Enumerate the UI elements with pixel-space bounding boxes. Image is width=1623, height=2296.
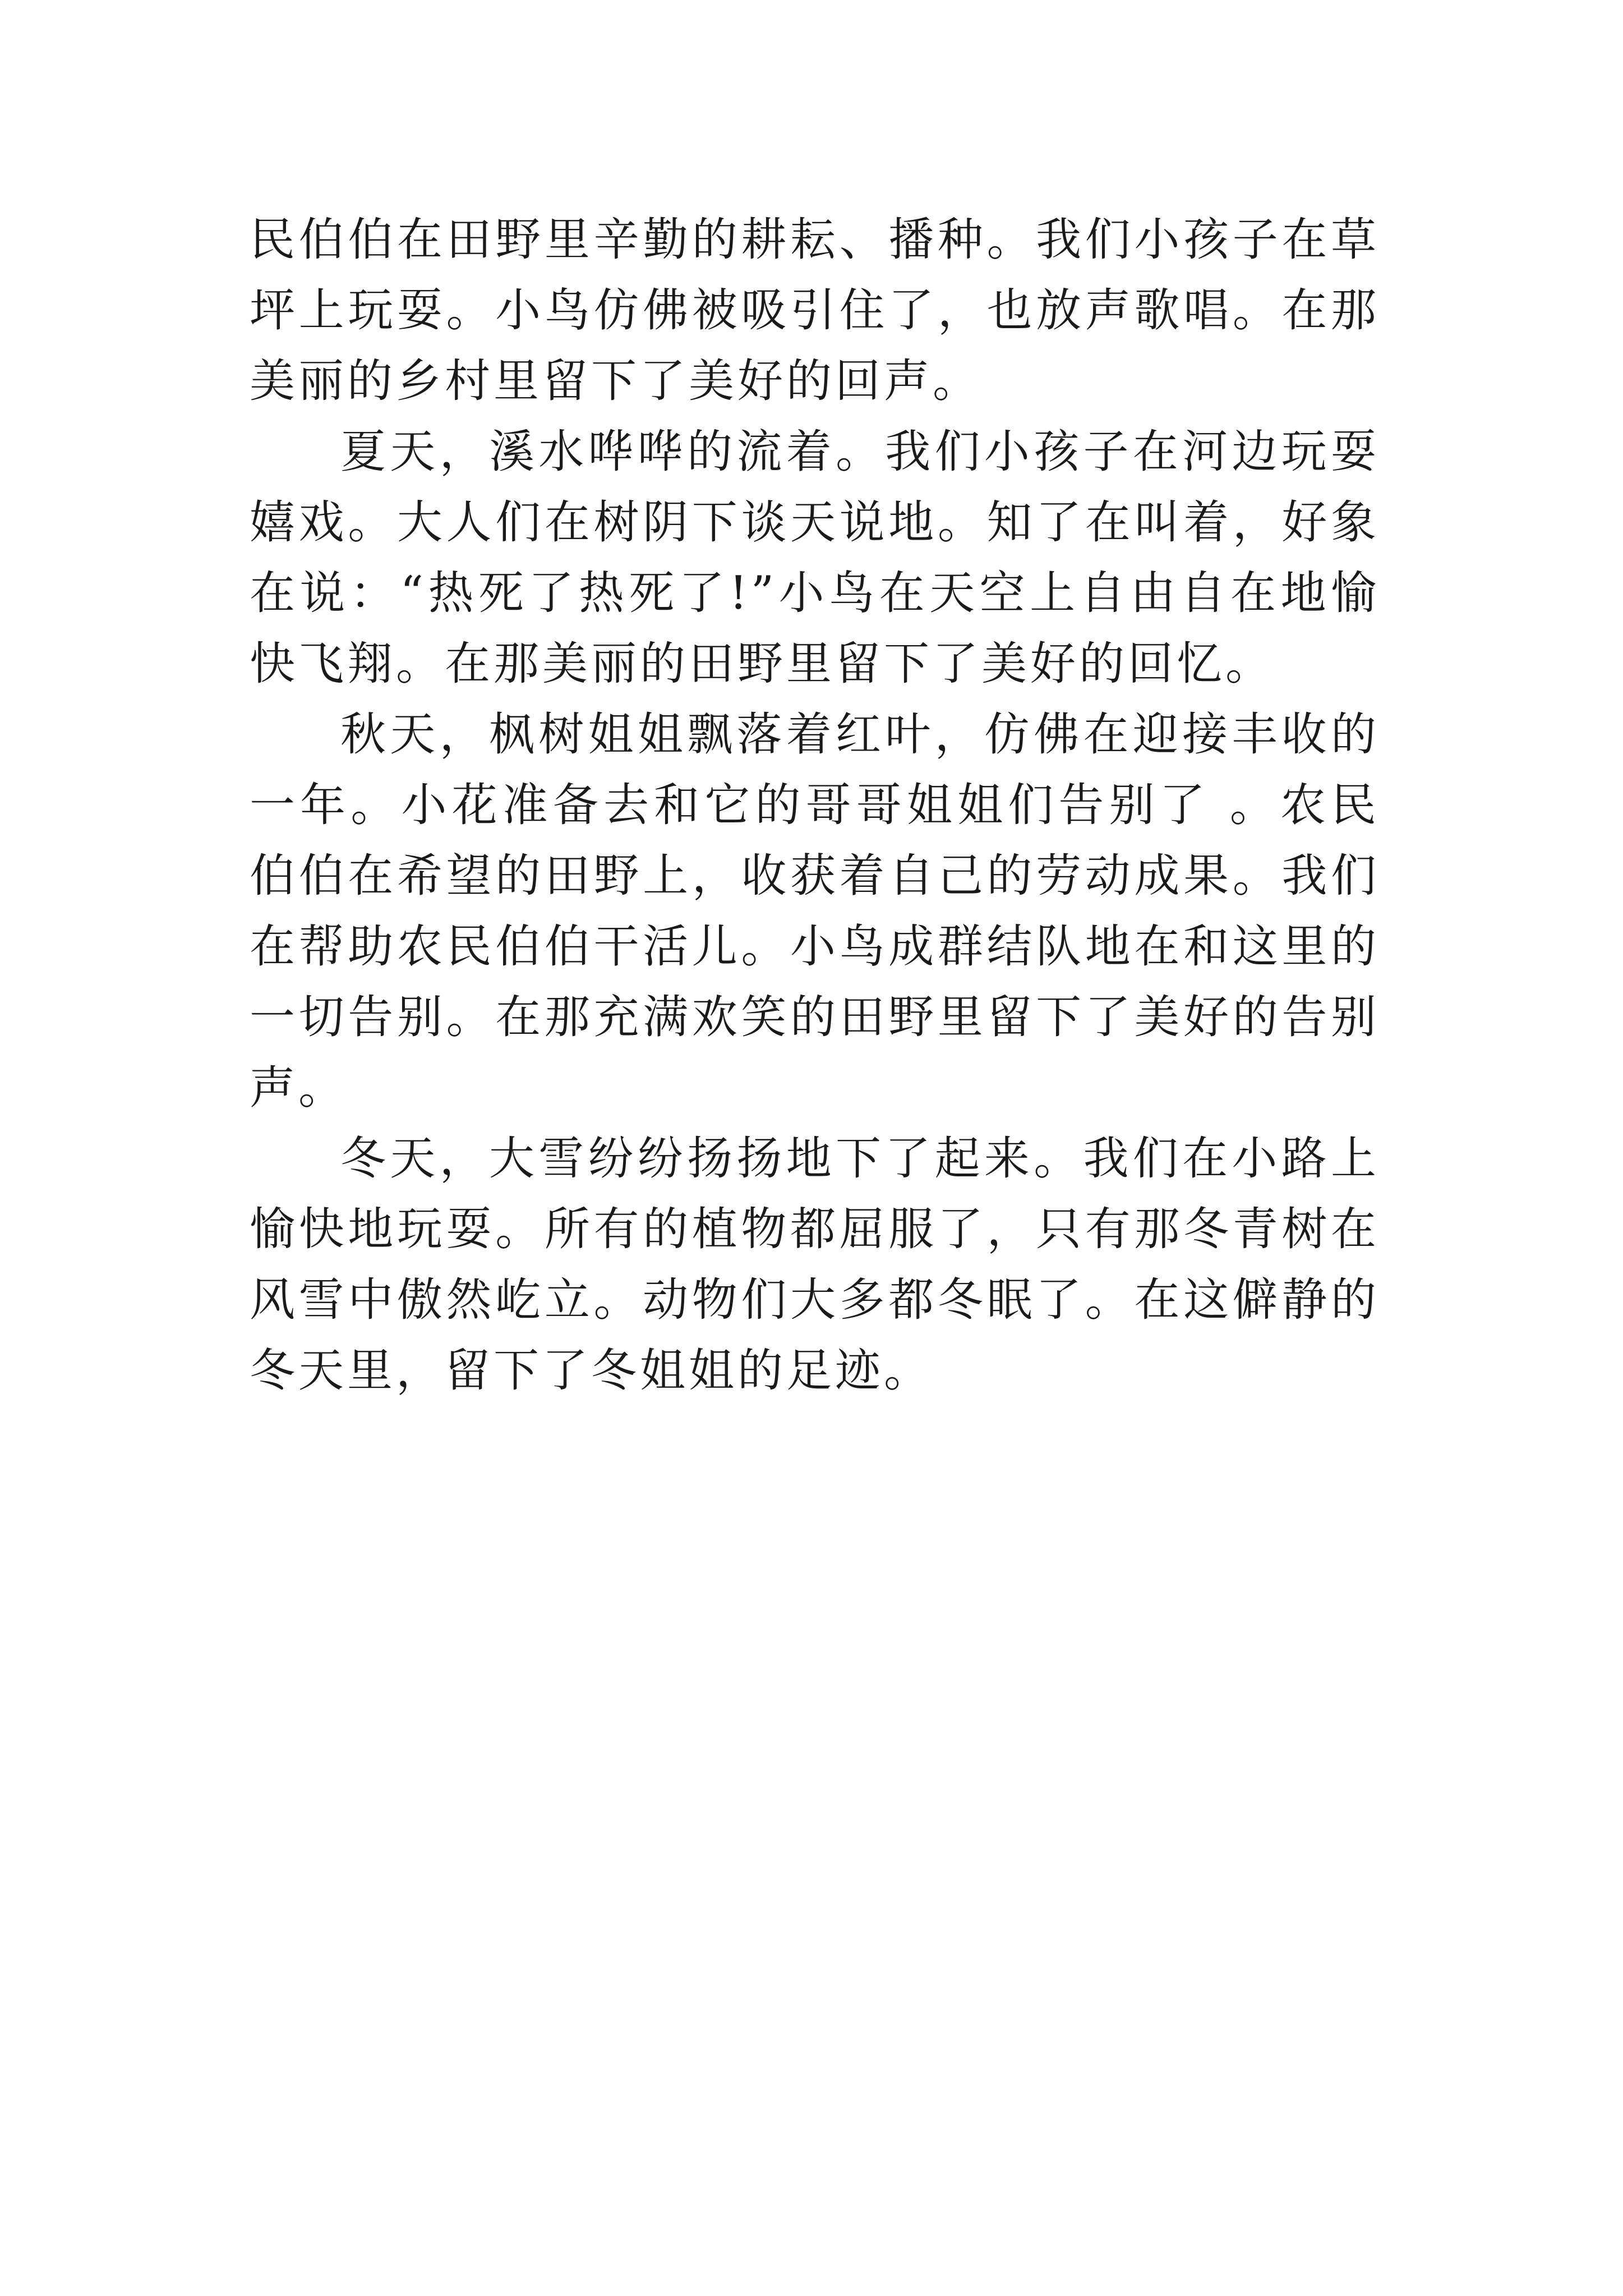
paragraph-spring-continued: 民伯伯在田野里辛勤的耕耘、播种。我们小孩子在草坪上玩耍。小鸟仿佛被吸引住了，也放声歌唱。在那美丽的乡村里留下了美好的回声。 — [250, 214, 1380, 408]
paragraph-autumn: 秋天，枫树姐姐飘落着红叶，仿佛在迎接丰收的一年。小花准备去和它的哥哥姐姐们告别了 。农民伯伯在希望的田野上，收获着自己的劳动成果。我们在帮助农民伯伯干活儿。小鸟成群结队地在和这里的一切告别。在那充满欢笑的田野里留下了美好的告别声。 — [250, 708, 1380, 1115]
paragraph-summer: 夏天，溪水哗哗的流着。我们小孩子在河边玩耍嬉戏。大人们在树阴下谈天说地。知了在叫着，好象在说：“热死了热死了!”小鸟在天空上自由自在地愉快飞翔。在那美丽的田野里留下了美好的回忆。 — [250, 426, 1380, 691]
paragraph-winter: 冬天，大雪纷纷扬扬地下了起来。我们在小路上愉快地玩耍。所有的植物都屈服了，只有那冬青树在风雪中傲然屹立。动物们大多都冬眠了。在这僻静的冬天里，留下了冬姐姐的足迹。 — [250, 1133, 1380, 1397]
document-body — [250, 205, 1380, 1406]
